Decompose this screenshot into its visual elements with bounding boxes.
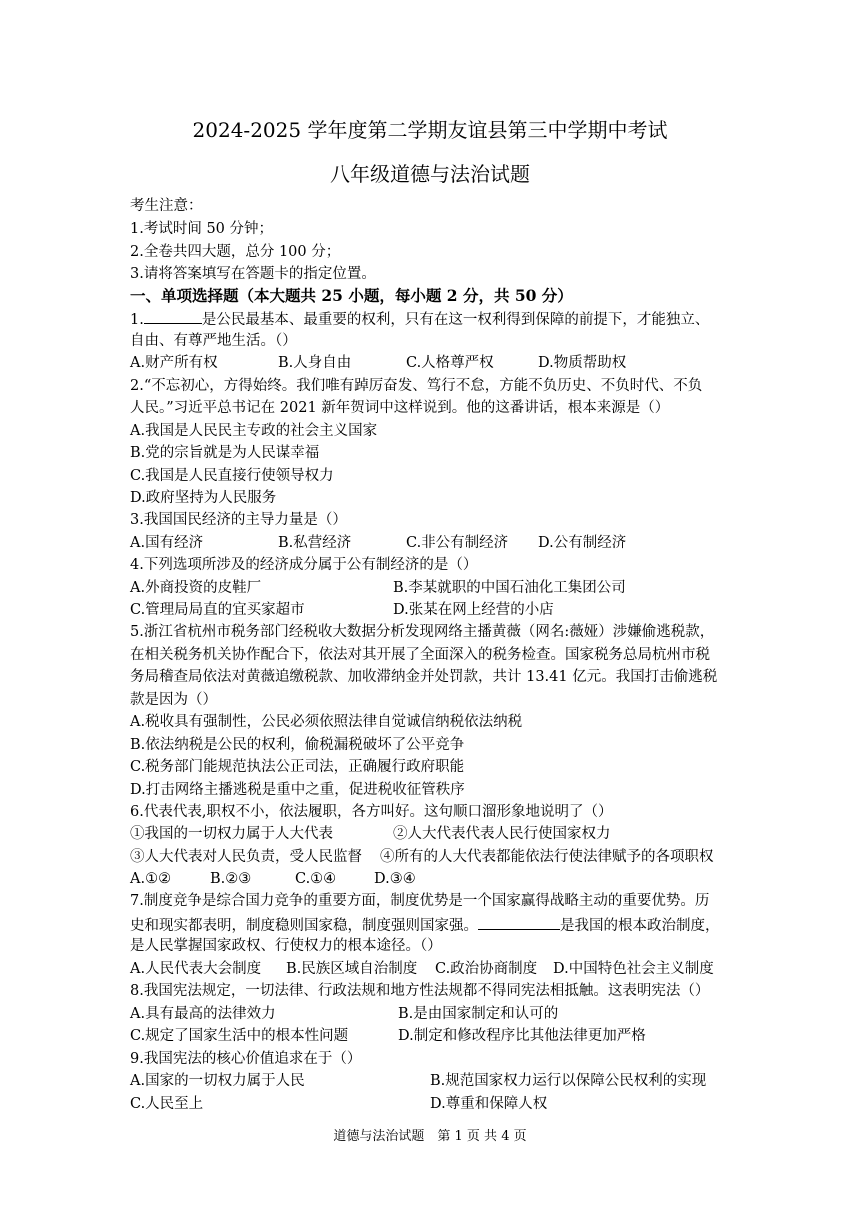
question-2-option-d: D.政府坚持为人民服务	[130, 490, 277, 506]
notice-heading: 考生注意：	[130, 198, 203, 214]
option-d: D.物质帮助权	[538, 355, 627, 371]
statement-4: ④所有的人大代表都能依法行使法律赋予的各项职权	[380, 849, 714, 865]
option-a: A.外商投资的皮鞋厂	[130, 580, 262, 596]
question-2-stem-cont: 人民。”习近平总书记在 2021 新年贺词中这样说到。他的这番讲话，根本来源是（）	[130, 400, 670, 416]
option-a: A.国家的一切权力属于人民	[130, 1073, 305, 1089]
question-5-option-a: A.税收具有强制性，公民必须依照法律自觉诚信纳税依法纳税	[130, 714, 523, 730]
option-b: B.是由国家制定和认可的	[398, 1006, 559, 1022]
option-a: A.具有最高的法律效力	[130, 1006, 276, 1022]
question-stem-text: 是我国的根本政治制度，	[560, 918, 720, 934]
question-5-stem-cont: 在相关税务机关协作配合下，依法对其开展了全面深入的税务检查。国家税务总局杭州市税	[130, 647, 710, 663]
option-b: B.人身自由	[278, 355, 352, 371]
question-stem-text: 是公民最基本、最重要的权利，只有在这一权利得到保障的前提下，才能独立、	[201, 312, 710, 328]
option-b: B.规范国家权力运行以保障公民权利的实现	[430, 1073, 707, 1089]
question-2-option-a: A.我国是人民民主专政的社会主义国家	[130, 423, 378, 439]
statement-2: ②人大代表代表人民行使国家权力	[393, 826, 611, 842]
question-5-option-c: C.税务部门能规范执法公正司法，正确履行政府职能	[130, 759, 465, 775]
question-4-stem: 4.下列选项所涉及的经济成分属于公有制经济的是（）	[130, 557, 478, 573]
question-7-stem-cont	[130, 914, 720, 936]
option-a: A.人民代表大会制度	[130, 961, 262, 977]
option-b: B.李某就职的中国石油化工集团公司	[393, 580, 626, 596]
option-b: B.私营经济	[278, 535, 352, 551]
option-d: D.张某在网上经营的小店	[393, 602, 554, 618]
answer-blank	[144, 308, 202, 324]
notice-item: 2.全卷共四大题，总分 100 分；	[130, 244, 341, 260]
notice-item: 1.考试时间 50 分钟；	[130, 221, 274, 237]
question-2-option-b: B.党的宗旨就是为人民谋幸福	[130, 445, 320, 461]
option-d: D.③④	[374, 871, 416, 887]
option-b: B.民族区域自治制度	[286, 961, 418, 977]
option-d: D.公有制经济	[538, 535, 627, 551]
question-6-stem: 6.代表代表,职权不小，依法履职，各方叫好。这句顺口溜形象地说明了（）	[130, 804, 613, 820]
question-5-option-b: B.依法纳税是公民的权利，偷税漏税破坏了公平竞争	[130, 737, 465, 753]
option-b: B.②③	[210, 871, 252, 887]
question-5-option-d: D.打击网络主播逃税是重中之重，促进税收征管秩序	[130, 782, 465, 798]
question-5-stem: 5.浙江省杭州市税务部门经税收大数据分析发现网络主播黄薇（网名:薇娅）涉嫌偷逃税款，	[130, 624, 715, 640]
question-3-stem: 3.我国国民经济的主导力量是（）	[130, 512, 347, 528]
question-7-stem-cont: 是人民掌握国家政权、行使权力的根本途径。（）	[130, 938, 442, 954]
question-5-stem-cont: 务局稽查局依法对黄薇追缴税款、加收滞纳金并处罚款，共计 13.41 亿元。我国打击偷逃税	[130, 669, 718, 685]
option-c: C.管理局局直的宜买家超市	[130, 602, 305, 618]
option-c: C.人格尊严权	[406, 355, 494, 371]
exam-subtitle: 八年级道德与法治试题	[330, 162, 530, 186]
option-a: A.①②	[130, 871, 172, 887]
answer-blank	[478, 914, 560, 930]
option-d: D.尊重和保障人权	[430, 1096, 548, 1112]
question-9-stem: 9.我国宪法的核心价值追求在于（）	[130, 1051, 362, 1067]
question-8-stem: 8.我国宪法规定，一切法律、行政法规和地方性法规都不得同宪法相抵触。这表明宪法（）	[130, 983, 710, 999]
option-c: C.人民至上	[130, 1096, 204, 1112]
option-d: D.制定和修改程序比其他法律更加严格	[398, 1028, 646, 1044]
option-c: C.政治协商制度	[435, 961, 538, 977]
statement-3: ③人大代表对人民负责，受人民监督	[130, 849, 362, 865]
section-heading: 一、单项选择题（本大题共 25 小题，每小题 2 分，共 50 分）	[130, 286, 573, 305]
option-a: A.国有经济	[130, 535, 204, 551]
notice-item: 3.请将答案填写在答题卡的指定位置。	[130, 266, 376, 282]
option-c: C.非公有制经济	[406, 535, 509, 551]
statement-1: ①我国的一切权力属于人大代表	[130, 826, 333, 842]
option-a: A.财产所有权	[130, 355, 218, 371]
option-d: D.中国特色社会主义制度	[553, 961, 714, 977]
question-2-option-c: C.我国是人民直接行使领导权力	[130, 468, 334, 484]
option-c: C.规定了国家生活中的根本性问题	[130, 1028, 349, 1044]
question-stem-text: 史和现实都表明，制度稳则国家稳，制度强则国家强。	[130, 918, 478, 934]
exam-title: 2024-2025 学年度第二学期友谊县第三中学期中考试	[192, 118, 668, 142]
question-5-stem-cont: 款是因为（）	[130, 692, 217, 708]
question-1-stem	[130, 308, 709, 330]
page-footer: 道德与法治试题 第 1 页 共 4 页	[333, 1129, 527, 1144]
question-2-stem: 2.“不忘初心，方得始终。我们唯有踔厉奋发、笃行不怠，方能不负历史、不负时代、不负	[130, 378, 703, 394]
question-7-stem: 7.制度竞争是综合国力竞争的重要方面，制度优势是一个国家赢得战略主动的重要优势。历	[130, 893, 710, 909]
question-number: 1.	[130, 312, 144, 328]
option-c: C.①④	[295, 871, 337, 887]
question-1-stem-cont: 自由、有尊严地生活。（）	[130, 333, 297, 349]
